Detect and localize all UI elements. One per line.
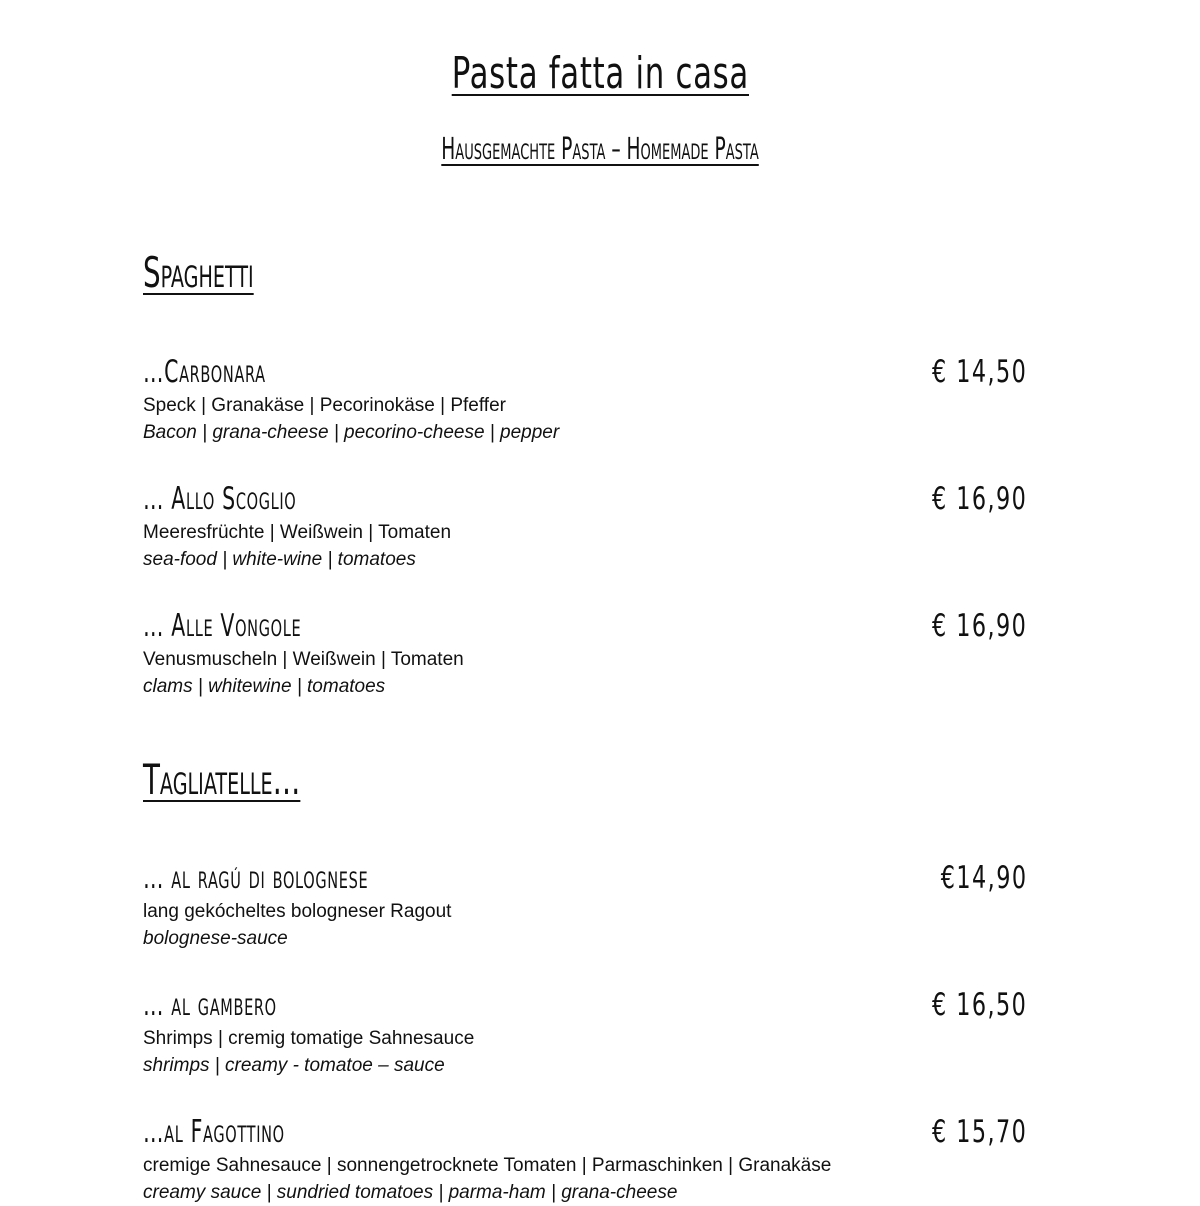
menu-title-wrap (0, 48, 1200, 99)
dish-price: €14,90 (940, 860, 1027, 896)
dish-name: …Carbonara (143, 354, 266, 390)
dish-description-de: Speck | Granakäse | Pecorinokäse | Pfeffer (143, 395, 506, 416)
dish-description-en: clams | whitewine | tomatoes (143, 676, 386, 697)
dish-description-en: Bacon | grana-cheese | pecorino-cheese | pepper (143, 422, 560, 443)
dish-name: …al Fagottino (143, 1114, 285, 1150)
dish-description-de: lang gekócheltes bologneser Ragout (143, 901, 452, 922)
dish-price: € 14,50 (931, 354, 1027, 390)
menu-subtitle: Hausgemachte Pasta – Homemade Pasta (441, 132, 759, 167)
section-heading-tagliatelle: Tagliatelle… (143, 755, 301, 804)
dish-name: … Allo Scoglio (143, 481, 297, 517)
dish-price: € 16,90 (931, 481, 1027, 517)
dish-description-en: bolognese-sauce (143, 928, 288, 949)
dish-allo-scoglio (143, 481, 1043, 573)
dish-description-de: cremige Sahnesauce | sonnengetrocknete Tomaten | Parmaschinken | Granakäse (143, 1155, 832, 1176)
dish-fagottino (143, 1114, 1043, 1206)
dish-name: … al ragú di bolognese (143, 860, 369, 896)
dish-description-de: Shrimps | cremig tomatige Sahnesauce (143, 1028, 475, 1049)
dish-description-de: Venusmuscheln | Weißwein | Tomaten (143, 649, 464, 670)
dish-description-en: sea-food | white-wine | tomatoes (143, 549, 416, 570)
dish-gambero (143, 987, 1043, 1079)
menu-subtitle-wrap (0, 132, 1200, 167)
dish-ragu-bolognese (143, 860, 1043, 952)
dish-carbonara (143, 354, 1043, 446)
dish-description-en: creamy sauce | sundried tomatoes | parma-ham | grana-cheese (143, 1182, 678, 1203)
dish-description-de: Meeresfrüchte | Weißwein | Tomaten (143, 522, 452, 543)
dish-price: € 15,70 (931, 1114, 1027, 1150)
dish-description-en: shrimps | creamy - tomatoe – sauce (143, 1055, 445, 1076)
dish-name: … Alle Vongole (143, 608, 302, 644)
dish-name: … al gambero (143, 987, 277, 1023)
dish-price: € 16,50 (931, 987, 1027, 1023)
menu-title: Pasta fatta in casa (451, 48, 749, 99)
dish-alle-vongole (143, 608, 1043, 700)
dish-price: € 16,90 (931, 608, 1027, 644)
section-heading-spaghetti: Spaghetti (143, 248, 254, 297)
